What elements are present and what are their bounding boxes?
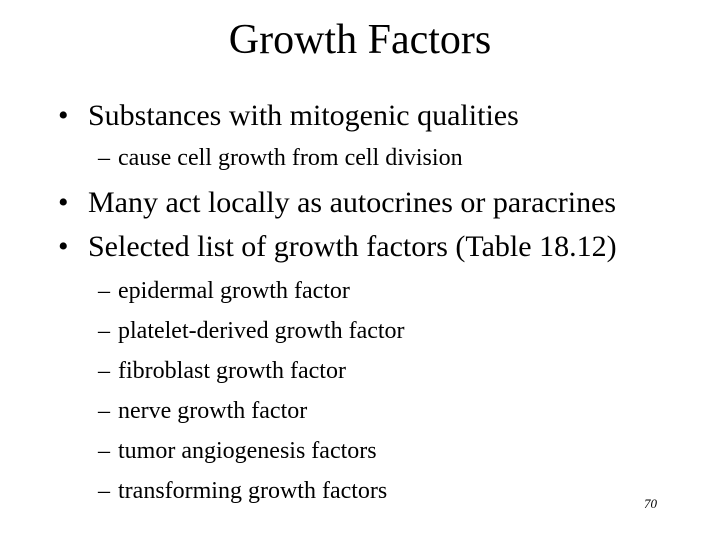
sub-text: epidermal growth factor: [118, 278, 350, 304]
sub-text: platelet-derived growth factor: [118, 318, 405, 344]
sub-item: [98, 143, 463, 173]
sub-dash: –: [98, 478, 110, 504]
sub-dash: –: [98, 278, 110, 304]
sub-dash: –: [98, 438, 110, 464]
sub-item: [98, 396, 307, 426]
page-number: 70: [644, 496, 657, 511]
bullet-item: [58, 98, 519, 134]
sub-dash: –: [98, 398, 110, 424]
slide-title: Growth Factors: [228, 17, 492, 63]
sub-dash: –: [98, 318, 110, 344]
bullet-dot: •: [58, 99, 69, 132]
sub-text: fibroblast growth factor: [118, 358, 346, 384]
bullet-text: Selected list of growth factors (Table 18.12): [88, 230, 617, 263]
sub-text: cause cell growth from cell division: [118, 145, 463, 171]
sub-text: nerve growth factor: [118, 398, 308, 424]
bullet-text: Substances with mitogenic qualities: [88, 99, 519, 132]
bullet-text: Many act locally as autocrines or paracrines: [88, 186, 617, 219]
sub-dash: –: [98, 358, 110, 384]
bullet-dot: •: [58, 230, 69, 263]
sub-item: [98, 356, 346, 386]
sub-dash: –: [98, 145, 110, 171]
sub-item: [98, 276, 350, 306]
sub-item: [98, 316, 405, 346]
bullet-dot: •: [58, 186, 69, 219]
sub-item: [98, 436, 377, 466]
sub-item: [98, 476, 387, 506]
bullet-item: [58, 185, 616, 221]
sub-text: transforming growth factors: [118, 478, 388, 504]
bullet-item: [58, 229, 617, 265]
sub-text: tumor angiogenesis factors: [118, 438, 377, 464]
